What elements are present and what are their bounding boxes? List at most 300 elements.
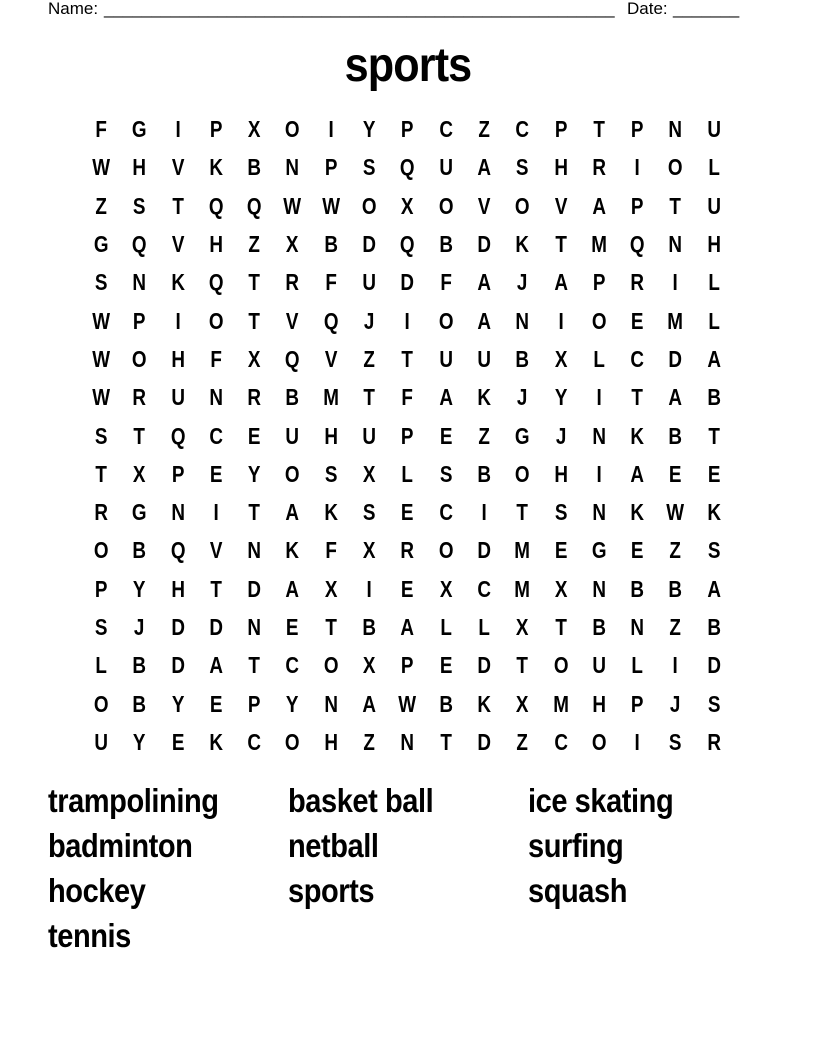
grid-letter: T [248, 652, 261, 679]
word-list-item: ice skating [528, 782, 674, 819]
grid-letter: W [92, 345, 111, 372]
grid-letter: Y [554, 384, 567, 411]
grid-letter: U [362, 422, 377, 449]
grid-letter: I [596, 384, 602, 411]
grid-letter: I [328, 116, 334, 143]
grid-letter: N [515, 307, 530, 334]
grid-letter: J [517, 384, 528, 411]
grid-letter: K [630, 422, 645, 449]
grid-letter: S [669, 728, 682, 755]
grid-letter: P [401, 116, 414, 143]
grid-letter: Z [516, 728, 529, 755]
grid-letter: D [170, 614, 185, 640]
grid-letter: B [668, 575, 683, 602]
word-list-item: trampolining [48, 782, 219, 819]
grid-letter: P [133, 307, 146, 334]
word-list-item: tennis [48, 917, 131, 954]
grid-letter: A [477, 307, 491, 334]
grid-letter: H [707, 231, 721, 258]
grid-letter: A [362, 690, 377, 717]
grid-letter: I [634, 154, 640, 181]
grid-letter: B [668, 422, 683, 449]
grid-letter: A [477, 269, 491, 296]
word-list-row [48, 823, 768, 868]
grid-letter: Z [478, 116, 490, 143]
grid-letter: U [438, 345, 453, 372]
grid-letter: A [668, 384, 683, 411]
grid-letter: P [592, 269, 606, 296]
grid-letter: D [400, 269, 415, 296]
grid-letter: G [132, 116, 147, 143]
grid-letter: O [591, 728, 607, 755]
grid-letter: X [401, 192, 414, 219]
grid-letter: P [324, 154, 338, 181]
grid-letter: U [438, 154, 453, 181]
grid-letter: T [440, 728, 452, 755]
grid-letter: P [401, 422, 414, 449]
grid-letter: L [708, 154, 720, 181]
grid-letter: P [554, 116, 567, 143]
grid-letter: F [325, 537, 337, 564]
grid-letter: I [175, 116, 181, 143]
grid-letter: X [554, 345, 567, 372]
grid-letter: N [592, 575, 606, 602]
word-list-item: hockey [48, 872, 146, 909]
grid-letter: Z [669, 537, 682, 564]
grid-letter: E [248, 422, 261, 449]
grid-letter: H [324, 728, 338, 755]
grid-letter: B [132, 652, 147, 679]
grid-letter: Q [132, 231, 147, 258]
grid-letter: Z [248, 231, 261, 258]
grid-letter: B [438, 231, 453, 258]
grid-letter: C [438, 116, 453, 143]
grid-letter: Z [363, 728, 375, 755]
grid-letter: O [668, 154, 683, 181]
grid-row [82, 263, 734, 301]
word-search-grid [82, 110, 734, 761]
grid-row [82, 493, 734, 531]
grid-letter: Z [363, 345, 375, 372]
grid-letter: S [516, 154, 529, 181]
grid-letter: E [209, 690, 223, 717]
grid-letter: F [95, 116, 107, 143]
grid-letter: L [631, 652, 644, 679]
grid-letter: S [554, 499, 567, 526]
grid-letter: O [515, 460, 530, 487]
grid-letter: N [400, 728, 415, 755]
grid-letter: C [477, 575, 491, 602]
grid-letter: S [362, 154, 376, 181]
date-blank-line: _______ [673, 0, 740, 18]
grid-letter: B [362, 614, 377, 640]
grid-letter: N [592, 422, 606, 449]
grid-letter: A [285, 575, 300, 602]
grid-letter: K [477, 384, 491, 411]
grid-letter: T [95, 460, 107, 487]
grid-letter: H [553, 460, 568, 487]
grid-letter: O [553, 652, 569, 679]
word-list-item: squash [528, 872, 628, 909]
grid-letter: C [438, 499, 453, 526]
grid-letter: X [439, 575, 453, 602]
grid-letter: X [324, 575, 338, 602]
grid-letter: K [477, 690, 491, 717]
grid-letter: H [132, 154, 147, 181]
grid-letter: J [363, 307, 375, 334]
grid-letter: T [363, 384, 375, 411]
grid-row [82, 340, 734, 378]
grid-letter: A [707, 345, 721, 372]
grid-letter: T [133, 422, 146, 449]
grid-letter: B [707, 384, 721, 411]
grid-letter: W [92, 384, 111, 411]
grid-letter: N [324, 690, 338, 717]
grid-letter: O [285, 728, 300, 755]
grid-letter: T [210, 575, 222, 602]
grid-letter: M [591, 231, 607, 258]
grid-letter: N [668, 231, 683, 258]
grid-letter: E [631, 537, 644, 564]
grid-letter: M [514, 575, 531, 602]
grid-letter: C [630, 345, 645, 372]
grid-letter: G [132, 499, 147, 526]
grid-letter: Q [400, 154, 415, 181]
grid-letter: V [324, 345, 338, 372]
grid-letter: F [325, 269, 337, 296]
grid-letter: X [362, 537, 376, 564]
grid-letter: X [554, 575, 567, 602]
grid-letter: B [515, 345, 530, 372]
grid-letter: I [672, 652, 679, 679]
grid-letter: V [477, 192, 491, 219]
grid-letter: O [438, 192, 454, 219]
grid-letter: K [515, 231, 530, 258]
grid-letter: X [248, 345, 261, 372]
name-blank-line: ______________________________________________________ [104, 0, 615, 18]
grid-letter: H [170, 345, 185, 372]
grid-letter: X [516, 614, 529, 640]
grid-letter: Q [208, 192, 224, 219]
grid-row [82, 455, 734, 493]
grid-letter: K [285, 537, 300, 564]
grid-letter: I [634, 728, 640, 755]
word-list-item: basket ball [288, 782, 434, 819]
grid-letter: C [553, 728, 568, 755]
grid-letter: I [404, 307, 411, 334]
puzzle-title: sports [344, 39, 472, 92]
grid-letter: P [631, 116, 644, 143]
grid-letter: Y [171, 690, 185, 717]
grid-letter: E [554, 537, 567, 564]
grid-letter: P [94, 575, 108, 602]
grid-letter: T [248, 499, 261, 526]
grid-letter: O [438, 307, 454, 334]
grid-letter: U [170, 384, 185, 411]
date-label: Date: [627, 0, 668, 18]
grid-letter: C [247, 728, 262, 755]
grid-letter: K [209, 154, 223, 181]
grid-letter: M [552, 690, 569, 717]
grid-letter: B [132, 537, 147, 564]
grid-letter: E [209, 460, 223, 487]
grid-letter: X [362, 460, 376, 487]
grid-letter: X [248, 116, 261, 143]
grid-letter: T [516, 499, 529, 526]
grid-letter: U [707, 192, 721, 219]
grid-letter: D [477, 652, 491, 679]
grid-letter: T [593, 116, 605, 143]
grid-row [82, 531, 734, 569]
grid-letter: P [401, 652, 414, 679]
grid-letter: A [707, 575, 721, 602]
grid-letter: J [670, 690, 681, 717]
grid-letter: D [209, 614, 223, 640]
grid-letter: R [707, 728, 721, 755]
grid-letter: H [324, 422, 338, 449]
grid-letter: S [324, 460, 338, 487]
grid-letter: Q [247, 192, 262, 219]
grid-letter: R [247, 384, 262, 411]
grid-letter: U [285, 422, 300, 449]
grid-letter: F [440, 269, 452, 296]
grid-letter: I [558, 307, 564, 334]
grid-letter: N [285, 154, 300, 181]
grid-letter: I [175, 307, 181, 334]
grid-letter: O [132, 345, 147, 372]
grid-row [82, 684, 734, 722]
grid-letter: U [707, 116, 721, 143]
word-list-item: badminton [48, 827, 193, 864]
grid-letter: B [707, 614, 721, 640]
grid-letter: N [668, 116, 683, 143]
grid-letter: P [248, 690, 261, 717]
word-list-row [48, 778, 768, 823]
grid-letter: Q [170, 537, 186, 564]
grid-letter: H [592, 690, 606, 717]
grid-letter: N [592, 499, 606, 526]
grid-letter: T [554, 231, 567, 258]
grid-letter: O [93, 690, 109, 717]
grid-row [82, 225, 734, 263]
grid-letter: E [439, 652, 453, 679]
grid-letter: D [477, 231, 491, 258]
grid-letter: A [400, 614, 415, 640]
grid-letter: V [171, 154, 185, 181]
grid-letter: J [134, 614, 145, 640]
grid-letter: D [477, 728, 491, 755]
grid-letter: E [401, 575, 414, 602]
header-line [48, 0, 748, 20]
grid-letter: P [631, 690, 644, 717]
grid-letter: T [631, 384, 644, 411]
grid-letter: O [361, 192, 377, 219]
grid-row [82, 723, 734, 761]
grid-letter: V [171, 231, 185, 258]
grid-letter: B [592, 614, 606, 640]
grid-letter: M [323, 384, 339, 411]
grid-letter: H [170, 575, 185, 602]
grid-letter: S [707, 690, 721, 717]
grid-letter: A [438, 384, 453, 411]
grid-letter: R [630, 269, 645, 296]
grid-letter: Q [629, 231, 645, 258]
grid-letter: N [170, 499, 185, 526]
grid-letter: N [247, 614, 262, 640]
grid-letter: Q [170, 422, 186, 449]
grid-letter: K [707, 499, 721, 526]
grid-letter: E [401, 499, 414, 526]
grid-letter: U [477, 345, 491, 372]
grid-letter: X [516, 690, 529, 717]
word-list [48, 778, 768, 958]
grid-letter: L [708, 307, 720, 334]
grid-letter: N [247, 537, 262, 564]
grid-letter: K [324, 499, 338, 526]
grid-letter: D [477, 537, 491, 564]
grid-letter: D [668, 345, 683, 372]
grid-letter: T [325, 614, 337, 640]
grid-row [82, 187, 734, 225]
grid-letter: R [132, 384, 147, 411]
grid-letter: S [362, 499, 376, 526]
grid-letter: Q [285, 345, 300, 372]
grid-letter: B [477, 460, 491, 487]
grid-letter: I [672, 269, 679, 296]
grid-letter: W [666, 499, 685, 526]
grid-letter: L [440, 614, 452, 640]
grid-letter: O [285, 460, 300, 487]
grid-letter: G [93, 231, 109, 258]
grid-letter: Z [669, 614, 682, 640]
grid-letter: F [210, 345, 222, 372]
grid-row [82, 378, 734, 416]
grid-letter: O [438, 537, 454, 564]
grid-letter: V [286, 307, 299, 334]
grid-row [82, 416, 734, 454]
grid-letter: N [132, 269, 147, 296]
grid-letter: O [323, 652, 339, 679]
grid-letter: E [286, 614, 299, 640]
grid-letter: S [94, 614, 108, 640]
grid-letter: O [208, 307, 224, 334]
grid-letter: D [247, 575, 262, 602]
grid-letter: D [707, 652, 721, 679]
grid-letter: P [631, 192, 644, 219]
grid-letter: W [92, 307, 111, 334]
grid-letter: A [630, 460, 645, 487]
word-list-item: sports [288, 872, 375, 909]
grid-letter: W [322, 192, 340, 219]
grid-letter: M [514, 537, 531, 564]
grid-letter: O [93, 537, 109, 564]
grid-letter: P [171, 460, 185, 487]
word-list-item: netball [288, 827, 379, 864]
grid-row [82, 148, 734, 186]
grid-letter: I [481, 499, 487, 526]
grid-letter: B [285, 384, 300, 411]
grid-letter: K [630, 499, 645, 526]
grid-letter: K [170, 269, 185, 296]
grid-letter: T [248, 307, 261, 334]
grid-letter: L [401, 460, 414, 487]
grid-letter: Y [286, 690, 299, 717]
grid-letter: U [592, 652, 606, 679]
grid-letter: H [553, 154, 568, 181]
grid-letter: O [591, 307, 607, 334]
grid-letter: X [362, 652, 376, 679]
grid-letter: N [209, 384, 223, 411]
grid-letter: C [285, 652, 300, 679]
name-label: Name: [48, 0, 99, 18]
grid-letter: R [285, 269, 300, 296]
grid-row [82, 608, 734, 646]
grid-letter: D [170, 652, 185, 679]
grid-letter: L [478, 614, 490, 640]
grid-letter: O [285, 116, 300, 143]
grid-row [82, 646, 734, 684]
grid-letter: B [438, 690, 453, 717]
grid-letter: X [286, 231, 299, 258]
grid-letter: I [213, 499, 219, 526]
grid-letter: B [630, 575, 645, 602]
grid-letter: B [247, 154, 262, 181]
grid-letter: H [209, 231, 223, 258]
grid-letter: Z [478, 422, 490, 449]
grid-letter: D [362, 231, 377, 258]
grid-letter: L [593, 345, 605, 372]
grid-letter: E [439, 422, 453, 449]
grid-letter: S [94, 422, 108, 449]
word-list-row [48, 913, 768, 958]
grid-letter: T [516, 652, 529, 679]
grid-letter: X [133, 460, 146, 487]
word-list-row [48, 868, 768, 913]
grid-letter: V [209, 537, 223, 564]
grid-letter: A [477, 154, 491, 181]
grid-letter: W [398, 690, 417, 717]
grid-letter: F [401, 384, 414, 411]
grid-letter: I [366, 575, 372, 602]
grid-letter: L [708, 269, 720, 296]
grid-letter: A [209, 652, 223, 679]
grid-letter: S [94, 269, 108, 296]
grid-letter: B [132, 690, 147, 717]
grid-letter: A [553, 269, 568, 296]
grid-row [82, 570, 734, 608]
grid-letter: I [596, 460, 602, 487]
grid-letter: Y [248, 460, 261, 487]
grid-letter: K [209, 728, 223, 755]
grid-letter: Z [95, 192, 107, 219]
grid-letter: Y [133, 575, 146, 602]
grid-letter: Q [400, 231, 415, 258]
grid-letter: U [94, 728, 108, 755]
grid-letter: U [362, 269, 377, 296]
grid-letter: T [708, 422, 720, 449]
grid-letter: R [400, 537, 415, 564]
grid-letter: G [591, 537, 607, 564]
grid-letter: G [515, 422, 530, 449]
grid-letter: T [554, 614, 567, 640]
grid-letter: T [171, 192, 184, 219]
grid-letter: J [517, 269, 528, 296]
grid-letter: Q [323, 307, 339, 334]
grid-letter: S [133, 192, 146, 219]
grid-row [82, 110, 734, 148]
word-list-item: surfing [528, 827, 624, 864]
grid-letter: A [285, 499, 300, 526]
